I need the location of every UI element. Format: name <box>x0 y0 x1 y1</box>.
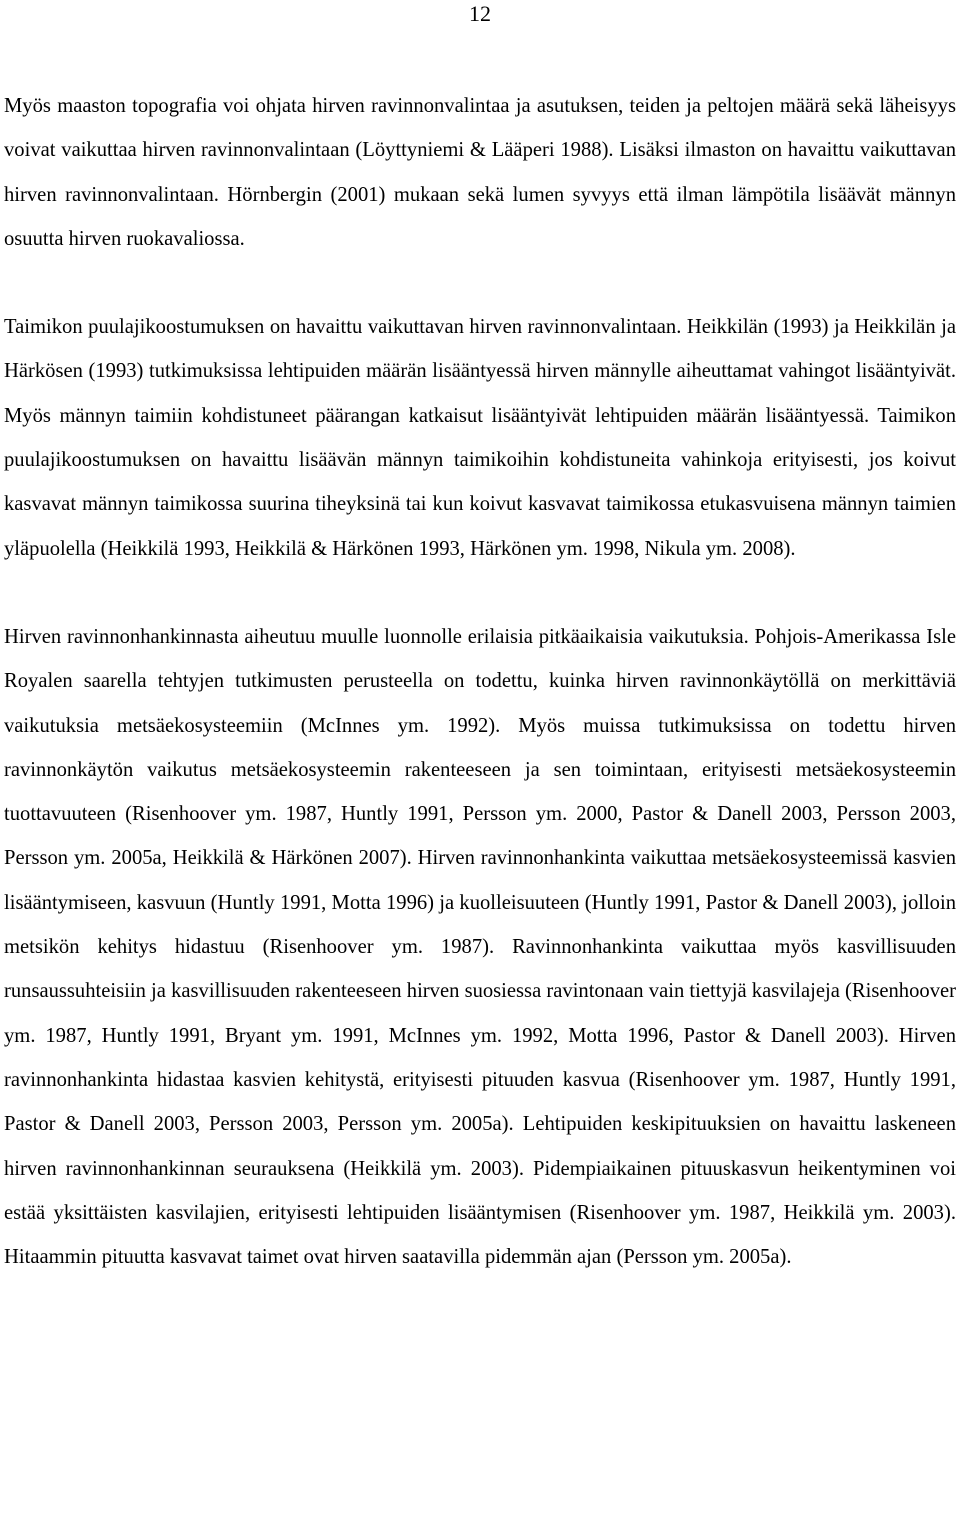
page-number: 12 <box>469 1 491 26</box>
paragraph-ecosystem-effects: Hirven ravinnonhankinnasta aiheutuu muulle luonnolle erilaisia pitkäaikaisia vaikutuksia. Pohjois-Amerikassa Isle Royalen saarella tehtyjen tutkimusten perusteella on todettu, kuinka hirven ravinnonkäytöllä on merkittäviä vaikutuksia metsäekosysteemiin (McInnes ym. 1992). Myös muissa tutkimuksissa on todettu hirven ravinnonkäytön vaikutus metsäekosysteemin rakenteeseen ja sen toimintaan, erityisesti metsäekosysteemin tuottavuuteen (Risenhoover ym. 1987, Huntly 1991, Persson ym. 2000, Pastor & Danell 2003, Persson 2003, Persson ym. 2005a, Heikkilä & Härkönen 2007). Hirven ravinnonhankinta vaikuttaa metsäekosysteemissä kasvien lisääntymiseen, kasvuun (Huntly 1991, Motta 1996) ja kuolleisuuteen (Huntly 1991, Pastor & Danell 2003), jolloin metsikön kehitys hidastuu (Risenhoover ym. 1987). Ravinnonhankinta vaikuttaa myös kasvillisuuden runsaussuhteisiin ja kasvillisuuden rakenteeseen hirven suosiessa ravintonaan vain tiettyjä kasvilajeja (Risenhoover ym. 1987, Huntly 1991, Bryant ym. 1991, McInnes ym. 1992, Motta 1996, Pastor & Danell 2003). Hirven ravinnonhankinta hidastaa kasvien kehitystä, erityisesti pituuden kasvua (Risenhoover ym. 1987, Huntly 1991, Pastor & Danell 2003, Persson 2003, Persson ym. 2005a). Lehtipuiden keskipituuksien on havaittu laskeneen hirven ravinnonhankinnan seurauksena (Heikkilä ym. 2003). Pidempiaikainen pituuskasvun heikentyminen voi estää yksittäisten kasvilajien, erityisesti lehtipuiden lisääntymisen (Risenhoover ym. 1987, Heikkilä ym. 2003). Hitaammin pituutta kasvavat taimet ovat hirven saatavilla pidemmän ajan (Persson ym. 2005a). <box>4 625 956 1269</box>
document-body <box>4 84 956 1279</box>
paragraph-tree-species: Taimikon puulajikoostumuksen on havaittu vaikuttavan hirven ravinnonvalintaan. Heikkilän (1993) ja Heikkilän ja Härkösen (1993) tutkimuksissa lehtipuiden määrän lisääntyessä hirven männylle aiheuttamat vahingot lisääntyivät. Myös männyn taimiin kohdistuneet päärangan katkaisut lisääntyivät lehtipuiden määrän lisääntyessä. Taimikon puulajikoostumuksen on havaittu lisäävän männyn taimikoihin kohdistuneita vahinkoja erityisesti, jos koivut kasvavat männyn taimikossa suurina tiheyksinä tai kun koivut kasvavat taimikossa etukasvuisena männyn taimien yläpuolella (Heikkilä 1993, Heikkilä & Härkönen 1993, Härkönen ym. 1998, Nikula ym. 2008). <box>4 316 956 560</box>
paragraph-topography: Myös maaston topografia voi ohjata hirven ravinnonvalintaa ja asutuksen, teiden ja peltojen määrä sekä läheisyys voivat vaikuttaa hirven ravinnonvalintaan (Löyttyniemi & Lääperi 1988). Lisäksi ilmaston on havaittu vaikuttavan hirven ravinnonvalintaan. Hörnbergin (2001) mukaan sekä lumen syvyys että ilman lämpötila lisäävät männyn osuutta hirven ruokavaliossa. <box>4 95 956 250</box>
